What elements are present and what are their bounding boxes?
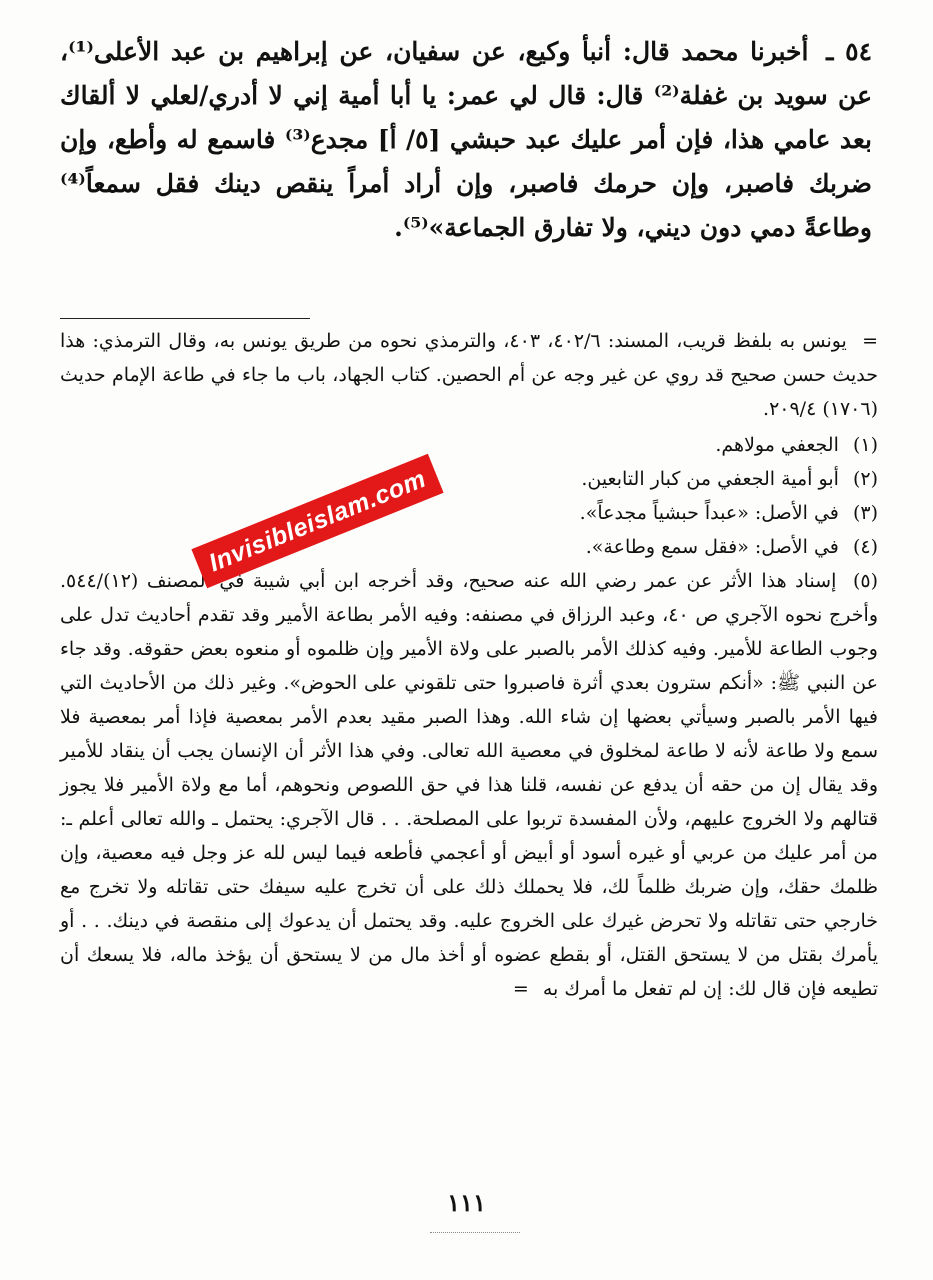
footnote-number: (٢)	[852, 468, 878, 490]
footnote-text: إسناد هذا الأثر عن عمر رضي الله عنه صحيح، وقد أخرجه ابن أبي شيبة في المصنف (١٢)/٥٤٤. وأخرج نحوه الآجري ص ٤٠، وعبد الرزاق في مصنفه: وفيه الأمر بطاعة الأمير وقد تقدم أحاديث تدل على وجوب الطاعة للأمير. وفيه كذلك الأمر بالصبر على ولاة الأمير وإن ظلموه أو منعوه بعض حقوقه. وقد جاء عن النبي ﷺ: «أنكم سترون بعدي أثرة فاصبروا حتى تلقوني على الحوض». وغير ذلك من الأحاديث التي فيها الأمر بالصبر وسيأتي بعضها إن شاء الله. وهذا الصبر مقيد بعدم الأمر بمعصية فإذا أمر بمعصية فلا سمع ولا طاعة لأنه لا طاعة لمخلوق في معصية الله تعالى. وفي هذا الأثر أن الإنسان يجب أن ينقاد للأمير وقد يقال إن من حقه أن يدفع عن نفسه، قلنا هذا في حق اللصوص ونحوهم، أما مع ولاة الأمير فلا يجوز قتالهم ولا الخروج عليهم، ولأن المفسدة تربوا على المصلحة. . . قال الآجري: يحتمل ـ والله تعالى أعلم ـ: من أمر عليك من عربي أو غيره أسود أو أبيض أو أعجمي فأطعه فيما ليس لله عز وجل فيه معصية، وإن ظلمك حقك، وإن ضربك ظلماً لك، فلا يحملك ذلك على أن تخرج عليه سيفك حتى تقاتله ولا تخرج مع خارجي حتى تقاتله ولا تحرض غيرك على الخروج عليه. وقد يحتمل أن يدعوك إلى منقصة في دينك. . . أو يأمرك بقتل من لا يستحق القتل، أو بقطع عضوه أو أخذ مال من لا يستحق أن يؤخذ ماله، فلا يسعك أن تطيعه فإن قال لك: إن لم تفعل ما أمرك به	[60, 570, 878, 1000]
hadith-text	[60, 30, 872, 250]
footnotes-list	[60, 428, 878, 1006]
watermark-stamp: Invisibleislam.com	[191, 454, 443, 588]
hadith-number: ٥٤ ـ	[826, 37, 872, 66]
page-bottom-rule	[430, 1232, 520, 1233]
footnote-4	[60, 530, 878, 564]
footnote-3	[60, 496, 878, 530]
footnote-text: الجعفي مولاهم.	[715, 434, 839, 456]
continuation-marker: =	[862, 330, 878, 352]
footnote-number: (٣)	[852, 502, 878, 524]
footnote-continuation	[60, 324, 878, 426]
page-number: ١١١	[447, 1188, 486, 1217]
continuation-text: يونس به بلفظ قريب، المسند: ٤٠٢/٦، ٤٠٣، والترمذي نحوه من طريق يونس به، وقال الترمذي: هذا حديث حسن صحيح قد روي عن غير وجه عن أم الحصين. كتاب الجهاد، باب ما جاء في طاعة الإمام حديث (١٧٠٦) ٢٠٩/٤.	[60, 330, 878, 420]
footnote-number: (٤)	[852, 536, 878, 558]
footnote-text: في الأصل: «عبداً حبشياً مجدعاً».	[579, 502, 839, 524]
footnote-5	[60, 564, 878, 1006]
footnote-2	[60, 462, 878, 496]
footnote-1	[60, 428, 878, 462]
footnote-text: أبو أمية الجعفي من كبار التابعين.	[581, 468, 839, 490]
footnote-text: في الأصل: «فقل سمع وطاعة».	[585, 536, 839, 558]
hadith-body: أخبرنا محمد قال: أنبأ وكيع، عن سفيان، عن إبراهيم بن عبد الأعلى⁽¹⁾، عن سويد بن غفلة⁽²⁾ قال: قال لي عمر: يا أبا أمية إني لا أدري/لعلي لا ألقاك بعد عامي هذا، فإن أمر عليك عبد حبشي [٥/ أ] مجدع⁽³⁾ فاسمع له وأطع، وإن ضربك فاصبر، وإن حرمك فاصبر، وإن أراد أمراً ينقص دينك فقل سمعاً⁽⁴⁾ وطاعةً دمي دون ديني، ولا تفارق الجماعة»⁽⁵⁾.	[60, 37, 873, 242]
continuation-marker-end: =	[512, 978, 529, 1000]
footnote-separator	[60, 318, 310, 319]
footnote-number: (١)	[852, 434, 878, 456]
footnote-number: (٥)	[852, 570, 878, 592]
